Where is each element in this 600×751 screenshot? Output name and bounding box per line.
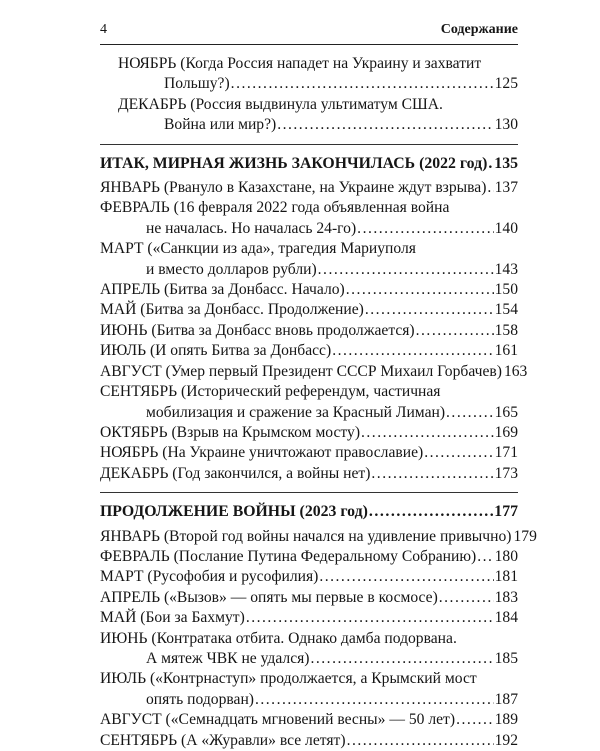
toc-entry-line	[100, 178, 518, 198]
toc-entry[interactable]	[100, 95, 518, 136]
dot-leader	[487, 178, 493, 198]
toc-page-number: 189	[494, 711, 518, 729]
toc-entry[interactable]	[100, 443, 518, 463]
toc-entry[interactable]	[100, 669, 518, 710]
toc-page-number: 165	[494, 403, 518, 421]
toc-entry[interactable]	[100, 567, 518, 587]
toc-entry-title: ЯНВАРЬ (Рвануло в Казахстане, на Украине ждут взрыва)	[100, 179, 487, 197]
toc-entry-title: АПРЕЛЬ (Битва за Донбасс. Начало)	[100, 281, 345, 299]
toc-page-number: 140	[494, 219, 518, 237]
toc-entry-line	[100, 567, 518, 587]
toc-page-number: 183	[494, 588, 518, 606]
toc-page-number: 154	[494, 301, 518, 319]
toc-page-number: 179	[513, 527, 537, 545]
toc-entry-title: ПРОДОЛЖЕНИЕ ВОЙНЫ (2023 год)	[100, 503, 368, 521]
toc-entry[interactable]	[100, 198, 518, 239]
section-divider	[100, 492, 518, 493]
toc-page-number: 135	[494, 154, 518, 172]
page-header	[100, 22, 518, 40]
dot-leader	[310, 649, 493, 669]
toc-page-number: 180	[494, 547, 518, 565]
toc-entry-line	[118, 115, 518, 135]
toc-entry-line	[100, 280, 518, 300]
toc-page-number: 169	[494, 423, 518, 441]
toc-entry[interactable]	[100, 629, 518, 670]
dot-leader	[361, 423, 494, 443]
dot-leader	[416, 321, 494, 341]
toc-entry-line	[100, 219, 518, 239]
toc-entry-title: Польшу?)	[164, 75, 230, 93]
dot-leader	[332, 341, 493, 361]
toc-entry[interactable]	[100, 280, 518, 300]
toc-entry[interactable]	[100, 178, 518, 198]
toc-entry-line	[100, 608, 518, 628]
toc-entry-title: МАРТ («Санкции из ада», трагедия Мариуполя	[100, 240, 416, 258]
toc-entry-title: ИТАК, МИРНАЯ ЖИЗНЬ ЗАКОНЧИЛАСЬ (2022 год)	[100, 154, 488, 172]
toc-entry-title: ФЕВРАЛЬ (Послание Путина Федеральному Собранию)	[100, 547, 477, 565]
toc-entry-line	[100, 547, 518, 567]
toc-entry[interactable]	[100, 588, 518, 608]
dot-leader	[246, 608, 494, 628]
toc-entry-title: опять подорван)	[146, 690, 254, 708]
toc-entry-title: не началась. Но началась 24-го)	[146, 219, 357, 237]
dot-leader	[439, 588, 494, 608]
toc-entry-title: АВГУСТ («Семнадцать мгновений весны» — 50 лет)	[100, 711, 456, 729]
toc-page-number: 192	[494, 731, 518, 749]
dot-leader	[369, 502, 493, 522]
toc-entry[interactable]	[100, 464, 518, 484]
toc-entry[interactable]	[100, 239, 518, 280]
toc-entry-line	[100, 649, 518, 669]
toc-entry-line	[100, 403, 518, 423]
toc-entry[interactable]	[100, 382, 518, 423]
toc-page-number: 163	[503, 362, 528, 380]
toc-entry-line	[118, 74, 518, 94]
dot-leader	[371, 464, 493, 484]
toc-entry-title: МАЙ (Битва за Донбасс. Продолжение)	[100, 301, 364, 319]
page-number: 4	[100, 22, 107, 37]
toc-page-number: 181	[494, 568, 518, 586]
toc-entry-line	[100, 423, 518, 443]
toc-entry-line	[100, 260, 518, 280]
toc-entry-title: ИЮЛЬ («Контрнаступ» продолжается, а Крымский мост	[100, 670, 477, 688]
dot-leader	[357, 219, 493, 239]
dot-leader	[231, 74, 494, 94]
toc-entry-title: МАРТ (Русофобия и русофилия)	[100, 568, 319, 586]
toc-entry-title: ИЮЛЬ (И опять Битва за Донбасс)	[100, 342, 332, 360]
toc-entry-title: НОЯБРЬ (На Украине уничтожают православие)	[100, 444, 424, 462]
toc-entry-title: ДЕКАБРЬ (Россия выдвинула ультиматум США.	[118, 95, 443, 113]
toc-entry-title: НОЯБРЬ (Когда Россия нападет на Украину и захватит	[118, 55, 482, 72]
toc-page-number: 161	[494, 342, 518, 360]
toc-entry-line	[100, 154, 518, 174]
toc-page-number: 137	[494, 179, 518, 197]
dot-leader	[456, 710, 494, 730]
toc-entry-line	[100, 731, 518, 751]
toc-entry-line	[100, 443, 518, 463]
toc-page-number: 177	[494, 503, 518, 521]
toc-entry[interactable]	[100, 300, 518, 320]
dot-leader	[488, 154, 493, 174]
toc-entry-title: А мятеж ЧВК не удался)	[146, 649, 310, 667]
toc-entry[interactable]	[100, 547, 518, 567]
toc-page-number: 143	[494, 260, 518, 278]
toc-section-heading[interactable]	[100, 502, 518, 522]
toc-entry-title: ОКТЯБРЬ (Взрыв на Крымском мосту)	[100, 423, 361, 441]
toc-entry-title: и вместо долларов рубли)	[146, 260, 317, 278]
toc-entry-title: мобилизация и сражение за Красный Лиман)	[146, 403, 446, 421]
toc-entry-title: Война или мир?)	[164, 116, 277, 134]
toc-entry-title: ИЮНЬ (Битва за Донбасс вновь продолжается)	[100, 321, 415, 339]
dot-leader	[318, 260, 494, 280]
toc-entry[interactable]	[100, 54, 518, 95]
toc-entry-line	[100, 690, 518, 710]
running-title: Содержание	[440, 22, 518, 37]
dot-leader	[255, 690, 494, 710]
dot-leader	[346, 280, 494, 300]
toc-page-number: 158	[494, 321, 518, 339]
toc-entry-title: ФЕВРАЛЬ (16 февраля 2022 года объявленная война	[100, 199, 450, 217]
dot-leader	[277, 115, 493, 135]
toc-section-heading[interactable]	[100, 154, 518, 174]
dot-leader	[424, 443, 493, 463]
toc-entry-title: ЯНВАРЬ (Второй год войны начался на удивление привычно)	[100, 527, 512, 545]
toc-entry-title: АВГУСТ (Умер первый Президент СССР Михаил Горбачев)	[100, 362, 502, 380]
toc-entry-line	[100, 710, 518, 730]
toc-entry[interactable]	[100, 362, 528, 382]
toc-entry-line	[100, 341, 518, 361]
toc-page-number: 187	[494, 690, 518, 708]
toc-entry[interactable]	[100, 423, 518, 443]
toc-entry[interactable]	[100, 731, 518, 751]
toc-entry-line	[100, 502, 518, 522]
toc-entry-line	[100, 321, 518, 341]
table-of-contents	[100, 54, 537, 751]
toc-entry-line	[100, 527, 537, 547]
toc-entry[interactable]	[100, 527, 537, 547]
toc-page-number: 130	[494, 116, 518, 134]
toc-entry-line	[100, 362, 528, 382]
dot-leader	[347, 731, 494, 751]
toc-entry-title: СЕНТЯБРЬ (А «Журавли» все летят)	[100, 731, 346, 749]
toc-page-number: 185	[494, 649, 518, 667]
toc-entry-line	[100, 464, 518, 484]
toc-entry-title: МАЙ (Бои за Бахмут)	[100, 609, 245, 627]
toc-entry-line	[100, 300, 518, 320]
toc-entry-title: ИЮНЬ (Контратака отбита. Однако дамба подорвана.	[100, 629, 457, 647]
toc-page-number: 173	[494, 464, 518, 482]
toc-entry[interactable]	[100, 710, 518, 730]
toc-page-number: 171	[494, 444, 518, 462]
toc-entry-title: ДЕКАБРЬ (Год закончился, а войны нет)	[100, 464, 371, 482]
toc-page-number: 150	[494, 281, 518, 299]
toc-entry[interactable]	[100, 608, 518, 628]
toc-entry-title: АПРЕЛЬ («Вызов» — опять мы первые в космосе)	[100, 588, 438, 606]
dot-leader	[319, 567, 493, 587]
dot-leader	[446, 403, 494, 423]
toc-entry[interactable]	[100, 341, 518, 361]
toc-page-number: 125	[494, 75, 518, 93]
toc-entry[interactable]	[100, 321, 518, 341]
toc-entry-line	[100, 588, 518, 608]
toc-page-number: 184	[494, 609, 518, 627]
section-divider	[100, 144, 518, 145]
toc-entry-title: СЕНТЯБРЬ (Исторический референдум, частичная	[100, 383, 441, 401]
dot-leader	[477, 547, 493, 567]
header-rule	[100, 44, 518, 45]
dot-leader	[365, 300, 494, 320]
